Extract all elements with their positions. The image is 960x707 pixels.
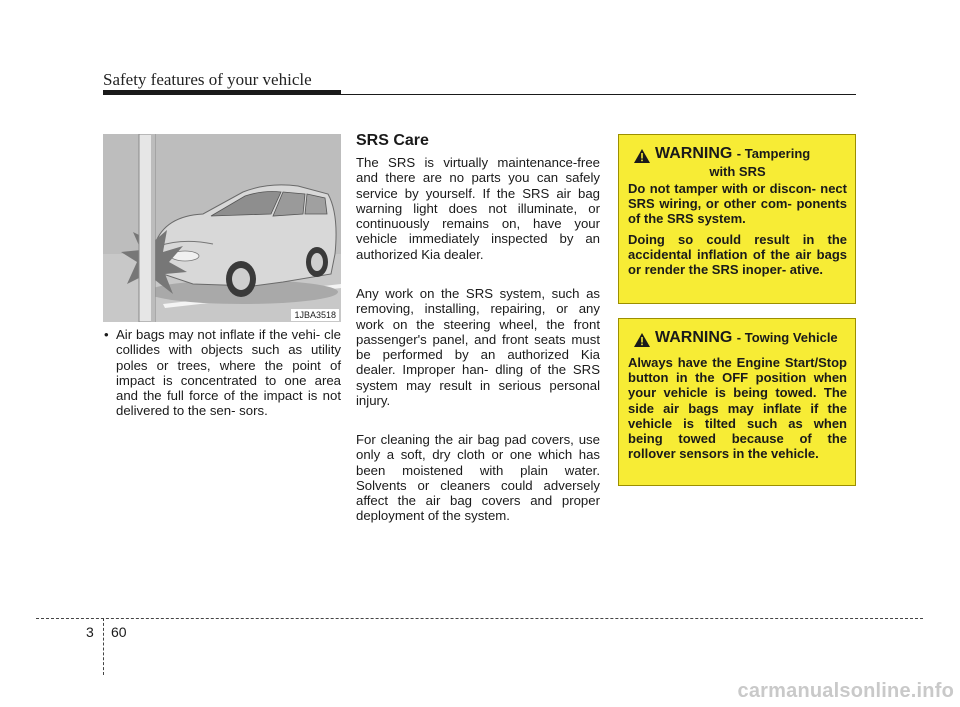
paragraph-maintenance: The SRS is virtually maintenance-free and there are no parts you can safely service by yourself. If the SRS air bag warning light does not illuminate, or continuously remains on, have your vehicle immediately inspected by an authorized Kia dealer.: [356, 155, 600, 262]
bullet-item-text: Air bags may not inflate if the vehi- cle collides with objects such as utility poles or trees, where the point of impact is concentrated to one area and the full force of the impact is not delivered to the sen- sors.: [116, 327, 341, 419]
paragraph-cleaning: For cleaning the air bag pad covers, use only a soft, dry cloth or one which has been moistened with plain water. Solvents or cleaners could adversely affect the air bag covers and proper deployment of the system.: [356, 432, 600, 524]
figure-code-label: 1JBA3518: [291, 309, 339, 321]
warning-label: [655, 145, 810, 163]
warning-word: WARNING: [655, 329, 733, 346]
warning-text: Doing so could result in the accidental inflation of the air bags or render the SRS inoper- ative.: [628, 231, 847, 278]
warning-box-towing: [618, 318, 856, 486]
warning-box-tampering: [618, 134, 856, 304]
warning-triangle-icon: [634, 149, 650, 163]
warning-subtitle: - Towing Vehicle: [736, 330, 838, 345]
warning-heading: [628, 329, 847, 351]
bullet-marker: •: [104, 327, 109, 342]
warning-text: Do not tamper with or discon- nect SRS wiring, or other com- ponents of the SRS system.: [628, 181, 847, 227]
warning-triangle-icon: [634, 333, 650, 347]
footer-rule: [36, 618, 923, 619]
page-number: 60: [111, 624, 127, 640]
warning-word: WARNING: [655, 145, 733, 162]
warning-subtitle-line2: with SRS: [709, 164, 766, 179]
illustration-drawing: [103, 134, 341, 322]
warning-subtitle: - Tampering: [736, 146, 811, 161]
footer-divider: [103, 618, 104, 675]
warning-label: [655, 329, 838, 347]
header-rule: [103, 94, 856, 95]
bullet-item: [103, 327, 341, 419]
warning-heading: [628, 145, 847, 167]
chapter-number: 3: [86, 624, 94, 640]
car-pole-collision-illustration: [103, 134, 341, 322]
paragraph-srs-work: Any work on the SRS system, such as removing, installing, repairing, or any work on the steering wheel, the front passenger's panel, and front seats must be performed by an authorized Kia dealer. Improper han- dling of the SRS system may result in serious personal injury.: [356, 286, 600, 409]
section-heading-srs-care: SRS Care: [356, 132, 429, 149]
page-header-title: Safety features of your vehicle: [103, 70, 312, 89]
warning-text: Always have the Engine Start/Stop button in the OFF position when your vehicle is being towed. The side air bags may inflate if the vehicle is tilted such as when being towed because of the rollover sensors in the vehicle.: [628, 355, 847, 462]
watermark: carmanualsonline.info: [737, 680, 954, 702]
